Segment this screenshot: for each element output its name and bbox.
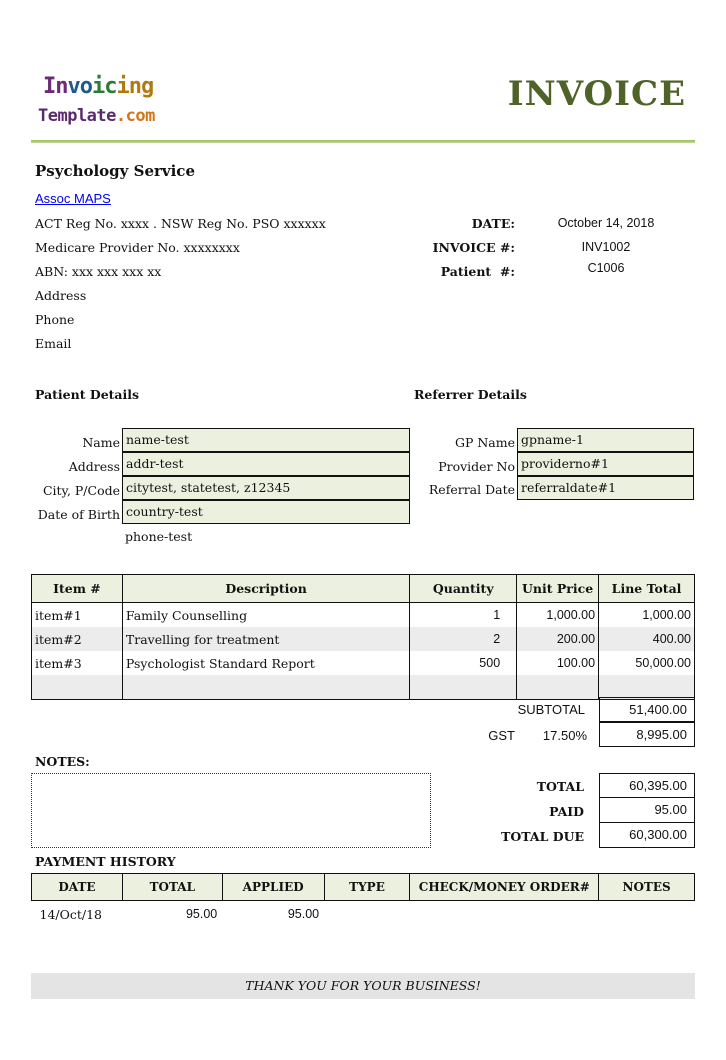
patient-details-heading: Patient Details xyxy=(35,387,140,402)
table-row xyxy=(32,603,695,628)
date-value: October 14, 2018 xyxy=(557,216,655,230)
paid-label: PAID xyxy=(549,804,584,819)
patient-name-field[interactable]: name-test xyxy=(122,428,410,452)
total-value: 60,395.00 xyxy=(599,773,695,798)
total-cell: 1,000.00 xyxy=(599,603,695,628)
patient-address-field[interactable]: addr-test xyxy=(122,452,410,476)
price-cell: 100.00 xyxy=(517,651,599,675)
patient-city-label: City, P/Code xyxy=(42,483,120,498)
referral-date-field[interactable]: referraldate#1 xyxy=(517,476,694,500)
provider-no-field[interactable]: providerno#1 xyxy=(517,452,694,476)
item-cell: item#2 xyxy=(32,627,123,651)
gp-name-field[interactable]: gpname-1 xyxy=(517,428,694,452)
gp-name-label: GP Name xyxy=(454,435,515,450)
company-abn: ABN: xxx xxx xxx xx xyxy=(35,264,162,279)
notes-box[interactable] xyxy=(31,773,431,848)
total-due-label: TOTAL DUE xyxy=(501,829,584,844)
header-divider xyxy=(31,140,695,143)
item-cell: item#3 xyxy=(32,651,123,675)
col-notes: NOTES xyxy=(599,874,695,901)
col-line-total: Line Total xyxy=(599,575,695,603)
col-quantity: Quantity xyxy=(410,575,517,603)
company-address: Address xyxy=(35,288,87,303)
table-row-empty xyxy=(32,675,695,700)
subtotal-label: SUBTOTAL xyxy=(517,702,585,717)
gst-value: 8,995.00 xyxy=(599,722,695,747)
col-check: CHECK/MONEY ORDER# xyxy=(410,874,599,901)
col-applied: APPLIED xyxy=(222,874,324,901)
subtotal-value: 51,400.00 xyxy=(599,697,695,722)
col-date: DATE xyxy=(32,874,123,901)
company-medicare: Medicare Provider No. xxxxxxxx xyxy=(35,240,240,255)
referrer-details-heading: Referrer Details xyxy=(414,387,527,402)
quantity-cell: 2 xyxy=(410,627,517,651)
pay-notes-cell xyxy=(599,901,695,928)
item-cell: item#1 xyxy=(32,603,123,628)
thank-you-footer: THANK YOU FOR YOUR BUSINESS! xyxy=(31,973,695,999)
provider-no-label: Provider No xyxy=(438,459,515,474)
col-total: TOTAL xyxy=(122,874,222,901)
pay-type-cell xyxy=(324,901,410,928)
pay-total-cell: 95.00 xyxy=(185,907,218,921)
price-cell: 200.00 xyxy=(517,627,599,651)
invoice-number-label: INVOICE #: xyxy=(432,240,515,255)
company-reg: ACT Reg No. xxxx . NSW Reg No. PSO xxxxxx xyxy=(35,216,326,231)
patient-phone: phone-test xyxy=(125,529,193,544)
invoice-title: INVOICE xyxy=(507,74,686,114)
items-table xyxy=(31,574,695,700)
quantity-cell: 500 xyxy=(410,651,517,675)
table-row xyxy=(32,627,695,651)
col-type: TYPE xyxy=(324,874,410,901)
total-cell: 400.00 xyxy=(599,627,695,651)
gst-label: GST xyxy=(488,728,515,743)
patient-number-label: Patient #: xyxy=(440,264,515,279)
patient-address-label: Address xyxy=(68,459,120,474)
invoice-number-value: INV1002 xyxy=(581,240,631,254)
patient-dob-label: Date of Birth xyxy=(37,507,120,522)
patient-number-value: C1006 xyxy=(587,261,625,275)
table-row xyxy=(32,651,695,675)
date-label: DATE: xyxy=(471,216,515,231)
payment-history-heading: PAYMENT HISTORY xyxy=(35,854,176,869)
paid-value: 95.00 xyxy=(599,798,695,823)
notes-label: NOTES: xyxy=(35,754,90,769)
table-row xyxy=(32,901,695,928)
pay-applied-cell: 95.00 xyxy=(287,907,320,921)
assoc-link[interactable]: Assoc MAPS xyxy=(35,191,111,206)
col-unit-price: Unit Price xyxy=(517,575,599,603)
pay-date-cell: 14/Oct/18 xyxy=(39,906,103,922)
referral-date-label: Referral Date xyxy=(428,482,515,497)
col-description: Description xyxy=(122,575,409,603)
patient-name-label: Name xyxy=(82,435,120,450)
patient-city-field[interactable]: citytest, statetest, z12345 xyxy=(122,476,410,500)
total-label: TOTAL xyxy=(536,779,584,794)
gst-rate: 17.50% xyxy=(542,728,587,743)
description-cell: Psychologist Standard Report xyxy=(122,651,409,675)
patient-dob-field[interactable]: country-test xyxy=(122,500,410,524)
description-cell: Travelling for treatment xyxy=(122,627,409,651)
payment-table xyxy=(31,873,695,927)
total-cell: 50,000.00 xyxy=(599,651,695,675)
company-email: Email xyxy=(35,336,72,351)
logo-template-com: Template.com xyxy=(38,106,155,126)
logo-invoicing: Invoicing xyxy=(43,74,154,99)
description-cell: Family Counselling xyxy=(122,603,409,628)
company-phone: Phone xyxy=(35,312,75,327)
price-cell: 1,000.00 xyxy=(517,603,599,628)
col-item: Item # xyxy=(32,575,123,603)
pay-check-cell xyxy=(410,901,599,928)
company-name: Psychology Service xyxy=(35,162,195,180)
total-due-value: 60,300.00 xyxy=(599,823,695,848)
quantity-cell: 1 xyxy=(410,603,517,628)
